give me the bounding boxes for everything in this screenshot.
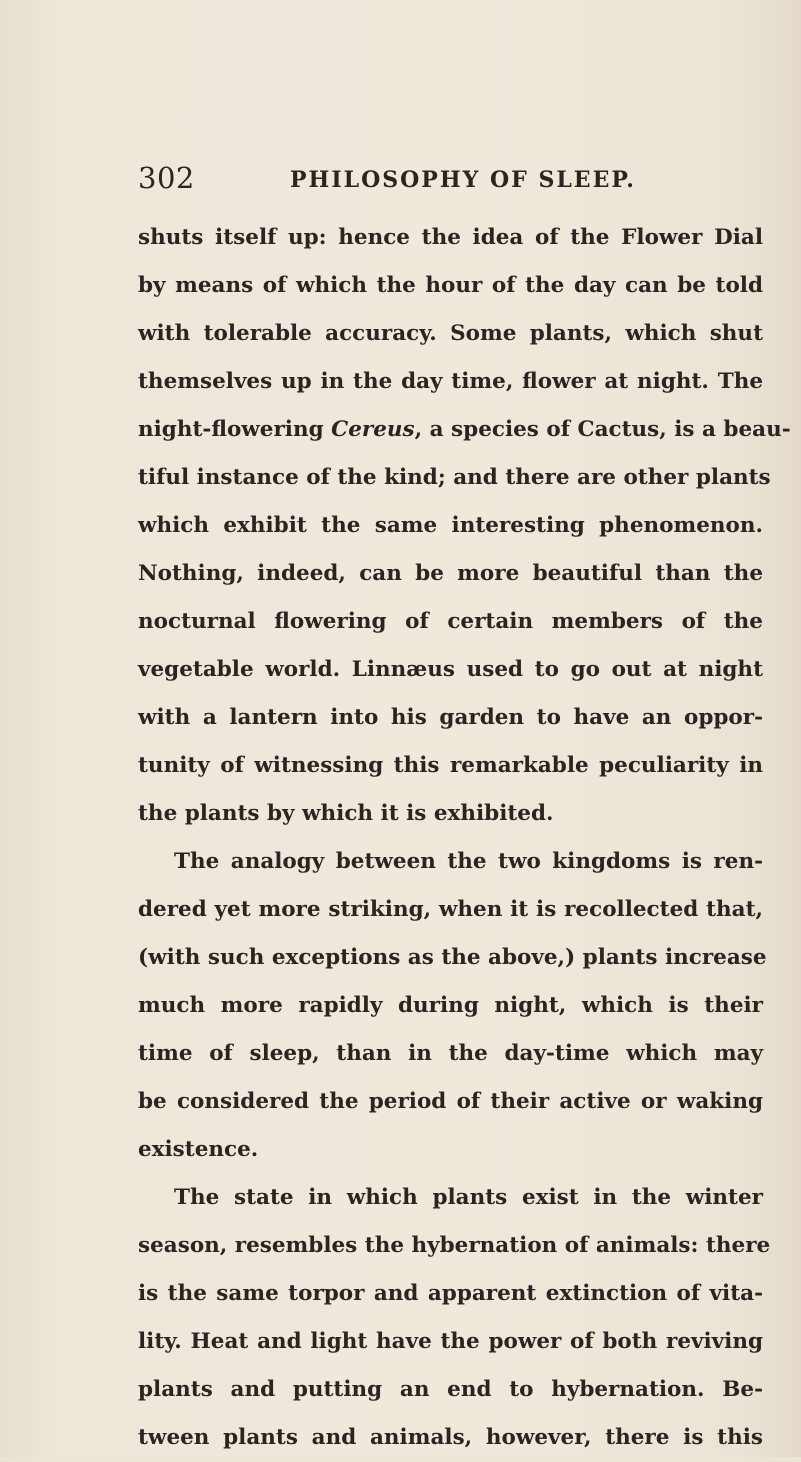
text-segment: plants and putting an end to hybernation. Be- [138,1377,763,1402]
text-segment: , a species of Cactus, is a beau- [414,417,791,442]
text-line [138,502,763,550]
text-segment: The analogy between the two kingdoms is ren- [174,849,763,874]
text-line [138,1366,763,1414]
text-segment: with a lantern into his garden to have an oppor- [138,705,763,730]
text-segment: night-flowering [138,417,332,442]
text-segment: the plants by which it is exhibited. [138,801,554,826]
text-line [138,790,763,838]
text-line [138,214,763,262]
text-line [138,550,763,598]
text-segment: season, resembles the hybernation of animals: there [138,1233,771,1258]
text-line [138,1270,763,1318]
text-line [138,646,763,694]
text-segment: tiful instance of the kind; and there are other plants [138,465,771,490]
text-line [138,310,763,358]
text-line [138,982,763,1030]
text-line [138,406,791,454]
text-segment: dered yet more striking, when it is recollected that, [138,897,763,922]
text-segment: with tolerable accuracy. Some plants, which shut [138,321,763,346]
text-segment: (with such exceptions as the above,) plants increase [138,945,767,970]
body-text [138,214,791,1462]
text-segment: Nothing, indeed, can be more beautiful than the [138,561,763,586]
text-line [138,742,763,790]
text-segment: time of sleep, than in the day-time which may [138,1041,763,1066]
text-line [138,838,763,886]
text-segment: tween plants and animals, however, there is this [138,1425,763,1450]
text-segment: existence. [138,1137,259,1162]
text-segment: vegetable world. Linnæus used to go out at night [138,657,763,682]
text-line [138,694,763,742]
text-line [138,886,763,934]
text-line [138,1318,763,1366]
text-line [138,1174,763,1222]
text-line [138,454,771,502]
page-header [138,160,778,200]
text-line [138,1030,763,1078]
running-title: PHILOSOPHY OF SLEEP. [290,167,636,193]
text-segment: tunity of witnessing this remarkable peculiarity in [138,753,763,778]
text-segment: which exhibit the same interesting phenomenon. [138,513,763,538]
text-line [138,262,763,310]
text-line [138,598,763,646]
text-line [138,1222,771,1270]
text-segment: by means of which the hour of the day can be told [138,273,763,298]
text-segment: nocturnal flowering of certain members of the [138,609,763,634]
italic-text: Cereus [331,417,415,442]
page-number: 302 [138,161,195,195]
text-segment: shuts itself up: hence the idea of the Flower Dial [138,225,763,250]
text-segment: much more rapidly during night, which is their [138,993,763,1018]
text-line [138,358,763,406]
text-segment: is the same torpor and apparent extinction of vita- [138,1281,763,1306]
text-line [138,1078,763,1126]
text-line [138,1126,763,1174]
text-line [138,1414,763,1462]
text-segment: themselves up in the day time, flower at night. The [138,369,763,394]
text-segment: be considered the period of their active or waking [138,1089,763,1114]
text-segment: lity. Heat and light have the power of both reviving [138,1329,763,1354]
text-line [138,934,767,982]
text-segment: The state in which plants exist in the winter [174,1185,763,1210]
